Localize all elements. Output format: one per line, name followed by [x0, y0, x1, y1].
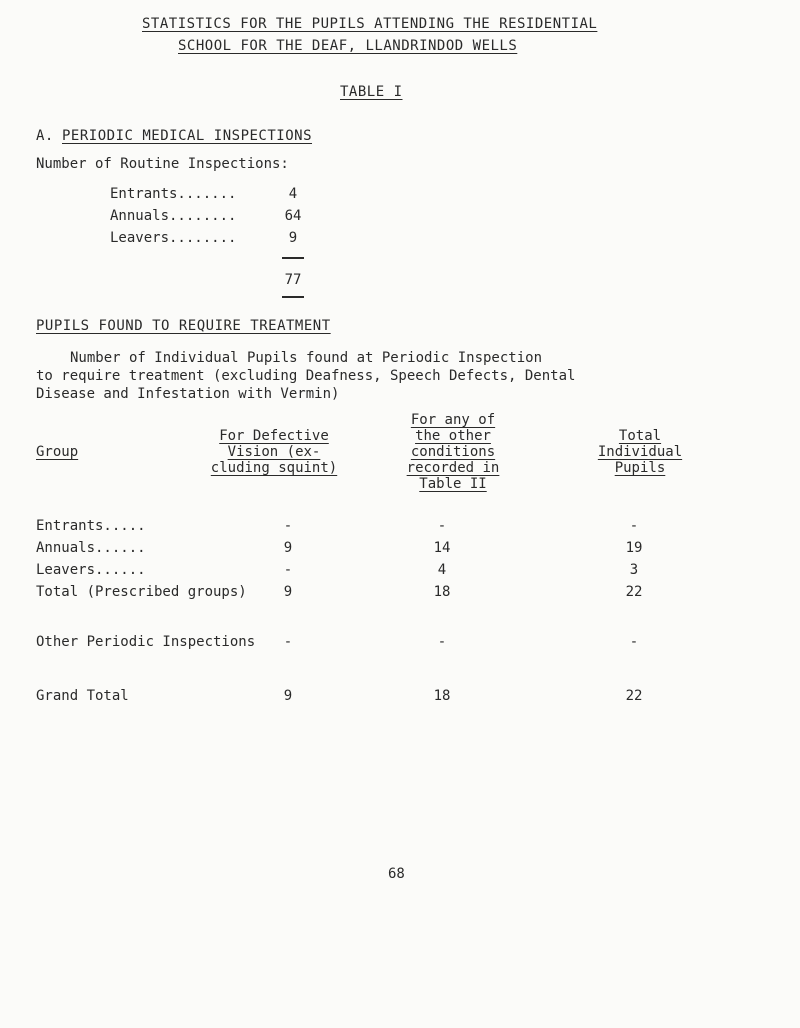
column-header-other	[388, 412, 518, 492]
document-title-line1: STATISTICS FOR THE PUPILS ATTENDING THE RESIDENTIAL	[142, 16, 598, 32]
row-other-periodic-other: -	[437, 634, 447, 650]
annuals-label: Annuals........	[110, 208, 237, 224]
row-leavers-total: 3	[629, 562, 639, 578]
column-header-other-line5: Table II	[419, 476, 487, 492]
row-leavers-group: Leavers......	[36, 562, 146, 578]
column-header-total-line2: Individual	[597, 444, 683, 460]
row-annuals-other: 14	[433, 540, 451, 556]
row-other-periodic-total: -	[629, 634, 639, 650]
column-header-group: Group	[36, 444, 79, 460]
column-header-vision	[194, 428, 354, 476]
annuals-count: 64	[284, 208, 302, 224]
section-b-heading: PUPILS FOUND TO REQUIRE TREATMENT	[36, 318, 331, 334]
section-a-prefix: A.	[36, 128, 54, 144]
column-header-total	[580, 428, 700, 476]
row-annuals-group: Annuals......	[36, 540, 146, 556]
row-entrants-group: Entrants.....	[36, 518, 146, 534]
row-annuals-vision: 9	[283, 540, 293, 556]
document-title-line2: SCHOOL FOR THE DEAF, LLANDRINDOD WELLS	[178, 38, 518, 54]
table-title: TABLE I	[340, 84, 403, 100]
section-a-heading: PERIODIC MEDICAL INSPECTIONS	[62, 128, 313, 144]
column-header-other-line1: For any of	[410, 412, 496, 428]
row-grand-total-other: 18	[433, 688, 451, 704]
section-b-description-line1: Number of Individual Pupils found at Periodic Inspection	[70, 350, 543, 366]
entrants-label: Entrants.......	[110, 186, 237, 202]
column-header-total-line1: Total	[618, 428, 662, 444]
row-other-periodic-group: Other Periodic Inspections	[36, 634, 256, 650]
entrants-count: 4	[288, 186, 298, 202]
column-header-vision-line2: Vision (ex-	[227, 444, 321, 460]
row-annuals-total: 19	[625, 540, 643, 556]
row-total-group: Total (Prescribed groups)	[36, 584, 247, 600]
sum-rule-top	[282, 257, 304, 259]
routine-total: 77	[284, 272, 302, 288]
row-grand-total-group: Grand Total	[36, 688, 129, 704]
page-number: 68	[388, 866, 405, 882]
row-total-total: 22	[625, 584, 643, 600]
column-header-total-line3: Pupils	[614, 460, 666, 476]
row-grand-total-total: 22	[625, 688, 643, 704]
row-leavers-vision: -	[283, 562, 293, 578]
row-grand-total-vision: 9	[283, 688, 293, 704]
routine-inspections-label: Number of Routine Inspections:	[36, 156, 289, 172]
row-total-vision: 9	[283, 584, 293, 600]
section-b-description-line2: to require treatment (excluding Deafness, Speech Defects, Dental	[36, 368, 576, 384]
row-total-other: 18	[433, 584, 451, 600]
leavers-count: 9	[288, 230, 298, 246]
section-b-description-line3: Disease and Infestation with Vermin)	[36, 386, 340, 402]
row-other-periodic-vision: -	[283, 634, 293, 650]
column-header-other-line3: conditions	[410, 444, 496, 460]
row-entrants-total: -	[629, 518, 639, 534]
column-header-other-line4: recorded in	[406, 460, 500, 476]
row-leavers-other: 4	[437, 562, 447, 578]
column-header-other-line2: the other	[415, 428, 491, 444]
leavers-label: Leavers........	[110, 230, 237, 246]
column-header-vision-line1: For Defective	[219, 428, 329, 444]
sum-rule-bottom	[282, 296, 304, 298]
row-entrants-other: -	[437, 518, 447, 534]
column-header-vision-line3: cluding squint)	[210, 460, 338, 476]
row-entrants-vision: -	[283, 518, 293, 534]
